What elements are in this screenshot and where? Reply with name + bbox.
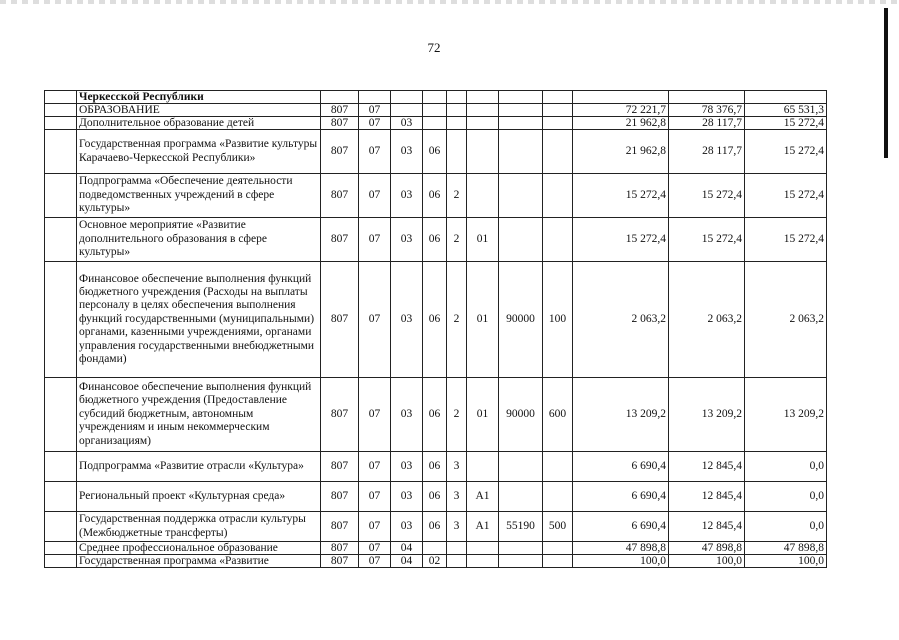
amount-year-1: 21 962,8 — [573, 130, 669, 174]
row-name: Дополнительное образование детей — [77, 117, 321, 130]
direction-code: 90000 — [499, 262, 543, 378]
subprogram-code — [447, 117, 467, 130]
expense-type-code — [543, 104, 573, 117]
subsection-code: 04 — [391, 555, 423, 568]
expense-type-code — [543, 218, 573, 262]
expense-type-code: 500 — [543, 512, 573, 542]
amount-year-2: 28 117,7 — [669, 130, 745, 174]
subsection-code: 04 — [391, 542, 423, 555]
event-code — [467, 452, 499, 482]
amount-year-1: 2 063,2 — [573, 262, 669, 378]
ministry-code: 807 — [321, 130, 359, 174]
event-code: 01 — [467, 378, 499, 452]
subprogram-code: 3 — [447, 452, 467, 482]
expense-type-code — [543, 91, 573, 104]
row-margin-cell — [45, 542, 77, 555]
subprogram-code — [447, 91, 467, 104]
direction-code — [499, 117, 543, 130]
direction-code — [499, 174, 543, 218]
subsection-code: 03 — [391, 130, 423, 174]
section-code: 07 — [359, 218, 391, 262]
program-code: 06 — [423, 378, 447, 452]
ministry-code: 807 — [321, 117, 359, 130]
subprogram-code: 2 — [447, 262, 467, 378]
program-code — [423, 91, 447, 104]
table-row — [45, 130, 827, 174]
subsection-code: 03 — [391, 262, 423, 378]
amount-year-2: 2 063,2 — [669, 262, 745, 378]
ministry-code: 807 — [321, 262, 359, 378]
program-code — [423, 542, 447, 555]
table-body — [45, 91, 827, 568]
direction-code: 55190 — [499, 512, 543, 542]
table-row — [45, 104, 827, 117]
amount-year-1 — [573, 91, 669, 104]
subprogram-code: 2 — [447, 218, 467, 262]
row-margin-cell — [45, 452, 77, 482]
amount-year-3: 0,0 — [745, 482, 827, 512]
amount-year-3: 0,0 — [745, 452, 827, 482]
amount-year-1: 6 690,4 — [573, 512, 669, 542]
subprogram-code — [447, 542, 467, 555]
event-code — [467, 104, 499, 117]
amount-year-1: 6 690,4 — [573, 482, 669, 512]
amount-year-3: 2 063,2 — [745, 262, 827, 378]
amount-year-1: 6 690,4 — [573, 452, 669, 482]
event-code — [467, 91, 499, 104]
row-margin-cell — [45, 104, 77, 117]
expense-type-code: 100 — [543, 262, 573, 378]
table-row — [45, 512, 827, 542]
row-margin-cell — [45, 482, 77, 512]
page-edge-bar — [884, 8, 888, 158]
expense-type-code — [543, 482, 573, 512]
expense-type-code — [543, 130, 573, 174]
row-margin-cell — [45, 174, 77, 218]
section-code: 07 — [359, 452, 391, 482]
amount-year-3: 47 898,8 — [745, 542, 827, 555]
amount-year-1: 15 272,4 — [573, 174, 669, 218]
row-name: Среднее профессиональное образование — [77, 542, 321, 555]
section-code: 07 — [359, 104, 391, 117]
program-code — [423, 104, 447, 117]
subsection-code: 03 — [391, 218, 423, 262]
event-code — [467, 174, 499, 218]
ministry-code: 807 — [321, 218, 359, 262]
amount-year-2: 12 845,4 — [669, 452, 745, 482]
table-row — [45, 262, 827, 378]
row-margin-cell — [45, 91, 77, 104]
table-row — [45, 542, 827, 555]
direction-code — [499, 104, 543, 117]
amount-year-2: 12 845,4 — [669, 512, 745, 542]
table-row — [45, 555, 827, 568]
ministry-code: 807 — [321, 542, 359, 555]
direction-code — [499, 130, 543, 174]
row-name: Черкесской Республики — [77, 91, 321, 104]
row-name: Финансовое обеспечение выполнения функций бюджетного учреждения (Расходы на выплаты персоналу в целях обеспечения выполнения функций государственными (муниципальными) органами, казенными учреждениями, органами управления государственными внебюджетными фондами) — [77, 262, 321, 378]
event-code: A1 — [467, 512, 499, 542]
table-row — [45, 91, 827, 104]
section-code: 07 — [359, 555, 391, 568]
section-code: 07 — [359, 117, 391, 130]
amount-year-2: 12 845,4 — [669, 482, 745, 512]
row-name: Региональный проект «Культурная среда» — [77, 482, 321, 512]
amount-year-2 — [669, 91, 745, 104]
program-code: 06 — [423, 262, 447, 378]
table-row — [45, 378, 827, 452]
event-code — [467, 117, 499, 130]
subprogram-code — [447, 104, 467, 117]
row-name: Государственная поддержка отрасли культуры (Межбюджетные трансферты) — [77, 512, 321, 542]
event-code: A1 — [467, 482, 499, 512]
section-code — [359, 91, 391, 104]
ministry-code — [321, 91, 359, 104]
amount-year-3: 15 272,4 — [745, 130, 827, 174]
amount-year-3: 0,0 — [745, 512, 827, 542]
expense-type-code — [543, 542, 573, 555]
program-code: 06 — [423, 482, 447, 512]
event-code: 01 — [467, 218, 499, 262]
section-code: 07 — [359, 482, 391, 512]
row-name: Подпрограмма «Развитие отрасли «Культура» — [77, 452, 321, 482]
direction-code — [499, 482, 543, 512]
amount-year-3: 15 272,4 — [745, 174, 827, 218]
amount-year-2: 78 376,7 — [669, 104, 745, 117]
program-code — [423, 117, 447, 130]
direction-code: 90000 — [499, 378, 543, 452]
direction-code — [499, 452, 543, 482]
subprogram-code — [447, 130, 467, 174]
direction-code — [499, 218, 543, 262]
amount-year-1: 72 221,7 — [573, 104, 669, 117]
amount-year-2: 47 898,8 — [669, 542, 745, 555]
row-name: ОБРАЗОВАНИЕ — [77, 104, 321, 117]
subsection-code: 03 — [391, 174, 423, 218]
ministry-code: 807 — [321, 378, 359, 452]
subprogram-code: 2 — [447, 378, 467, 452]
row-margin-cell — [45, 512, 77, 542]
subsection-code — [391, 104, 423, 117]
event-code — [467, 555, 499, 568]
table-row — [45, 452, 827, 482]
direction-code — [499, 91, 543, 104]
row-margin-cell — [45, 218, 77, 262]
table-row — [45, 117, 827, 130]
amount-year-1: 47 898,8 — [573, 542, 669, 555]
amount-year-2: 100,0 — [669, 555, 745, 568]
expense-type-code — [543, 117, 573, 130]
amount-year-3: 15 272,4 — [745, 218, 827, 262]
ministry-code: 807 — [321, 482, 359, 512]
row-name: Государственная программа «Развитие культуры Карачаево-Черкесской Республики» — [77, 130, 321, 174]
direction-code — [499, 555, 543, 568]
table-row — [45, 218, 827, 262]
top-scan-rule — [0, 0, 899, 4]
section-code: 07 — [359, 542, 391, 555]
table-row — [45, 482, 827, 512]
subprogram-code: 2 — [447, 174, 467, 218]
program-code: 06 — [423, 218, 447, 262]
row-margin-cell — [45, 262, 77, 378]
expense-type-code — [543, 452, 573, 482]
amount-year-3: 100,0 — [745, 555, 827, 568]
subsection-code: 03 — [391, 378, 423, 452]
direction-code — [499, 542, 543, 555]
subsection-code: 03 — [391, 482, 423, 512]
table-row — [45, 174, 827, 218]
event-code: 01 — [467, 262, 499, 378]
amount-year-2: 28 117,7 — [669, 117, 745, 130]
row-margin-cell — [45, 130, 77, 174]
amount-year-1: 100,0 — [573, 555, 669, 568]
subsection-code: 03 — [391, 512, 423, 542]
ministry-code: 807 — [321, 555, 359, 568]
program-code: 06 — [423, 130, 447, 174]
expense-type-code — [543, 555, 573, 568]
program-code: 06 — [423, 174, 447, 218]
ministry-code: 807 — [321, 512, 359, 542]
row-margin-cell — [45, 117, 77, 130]
program-code: 06 — [423, 512, 447, 542]
subsection-code: 03 — [391, 117, 423, 130]
ministry-code: 807 — [321, 452, 359, 482]
budget-table — [44, 90, 827, 568]
subsection-code — [391, 91, 423, 104]
amount-year-3: 13 209,2 — [745, 378, 827, 452]
row-name: Финансовое обеспечение выполнения функций бюджетного учреждения (Предоставление субсидий бюджетным, автономным учреждениям и иным некоммерческим организациям) — [77, 378, 321, 452]
row-margin-cell — [45, 555, 77, 568]
row-margin-cell — [45, 378, 77, 452]
subsection-code: 03 — [391, 452, 423, 482]
amount-year-1: 13 209,2 — [573, 378, 669, 452]
row-name: Основное мероприятие «Развитие дополнительного образования в сфере культуры» — [77, 218, 321, 262]
subprogram-code: 3 — [447, 512, 467, 542]
row-name: Подпрограмма «Обеспечение деятельности подведомственных учреждений в сфере культуры» — [77, 174, 321, 218]
amount-year-2: 15 272,4 — [669, 218, 745, 262]
section-code: 07 — [359, 262, 391, 378]
expense-type-code: 600 — [543, 378, 573, 452]
subprogram-code: 3 — [447, 482, 467, 512]
section-code: 07 — [359, 130, 391, 174]
ministry-code: 807 — [321, 174, 359, 218]
amount-year-2: 13 209,2 — [669, 378, 745, 452]
row-name: Государственная программа «Развитие — [77, 555, 321, 568]
section-code: 07 — [359, 174, 391, 218]
amount-year-1: 15 272,4 — [573, 218, 669, 262]
program-code: 06 — [423, 452, 447, 482]
expense-type-code — [543, 174, 573, 218]
amount-year-2: 15 272,4 — [669, 174, 745, 218]
amount-year-3: 65 531,3 — [745, 104, 827, 117]
section-code: 07 — [359, 378, 391, 452]
amount-year-3: 15 272,4 — [745, 117, 827, 130]
ministry-code: 807 — [321, 104, 359, 117]
event-code — [467, 542, 499, 555]
section-code: 07 — [359, 512, 391, 542]
subprogram-code — [447, 555, 467, 568]
amount-year-3 — [745, 91, 827, 104]
page-number: 72 — [427, 40, 441, 55]
amount-year-1: 21 962,8 — [573, 117, 669, 130]
event-code — [467, 130, 499, 174]
program-code: 02 — [423, 555, 447, 568]
